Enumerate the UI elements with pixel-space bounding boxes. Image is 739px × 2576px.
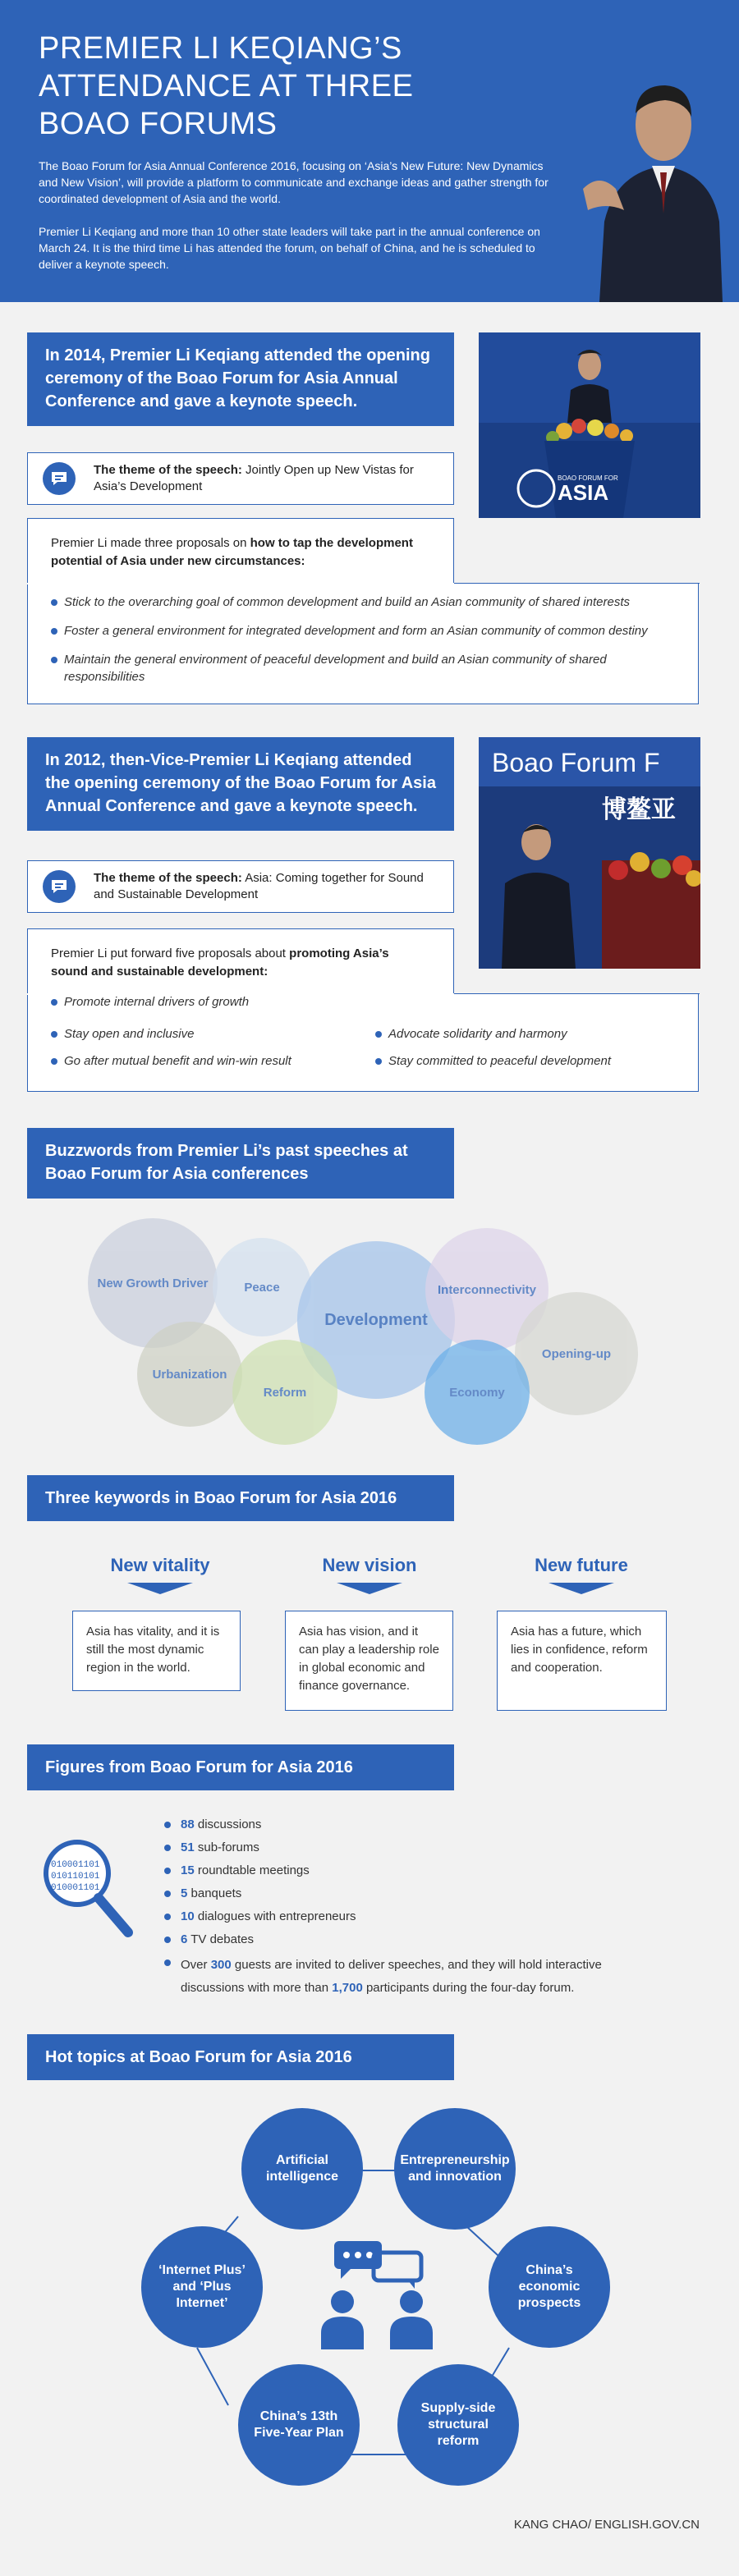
figure-item-participants	[164, 1954, 665, 2000]
buzzword-bubble-opening-up: Opening-up	[515, 1292, 638, 1415]
buzzword-bubble-new-growth-driver: New Growth Driver	[88, 1218, 218, 1348]
theme-text-2014	[94, 462, 438, 495]
keyword-arrow-future	[549, 1583, 614, 1594]
magnifier-binary-1: 010001101	[51, 1860, 100, 1870]
figure-number: 15	[181, 1863, 195, 1877]
figure-number: 51	[181, 1840, 195, 1854]
keyword-arrow-vision	[337, 1583, 402, 1594]
figure-number: 300	[210, 1958, 232, 1972]
speech-bubble-icon	[43, 462, 76, 495]
buzzword-bubble-economy: Economy	[425, 1340, 530, 1445]
proposal-lead-2014	[51, 534, 437, 571]
proposal-lead-plain-2014: Premier Li made three proposals on	[51, 536, 250, 550]
figure-label: dialogues with entrepreneurs	[194, 1909, 356, 1923]
figure-label: TV debates	[187, 1932, 254, 1946]
figure-item	[164, 1862, 310, 1880]
figure-label: Over	[181, 1958, 211, 1972]
figure-number: 10	[181, 1909, 195, 1923]
theme-text-2012	[94, 870, 438, 903]
proposal-2012-item-3: Advocate solidarity and harmony	[375, 1025, 687, 1043]
figure-label: guests are invited to deliver speeches, and they will hold interactive discussions with more than	[181, 1958, 602, 1995]
credit-line: KANG CHAO/ ENGLISH.GOV.CN	[513, 2518, 700, 2532]
figure-label: discussions	[194, 1817, 262, 1831]
photo-2012-banner: Boao Forum F	[492, 748, 660, 777]
hot-topic-supply-side-reform: Supply-side structural reform	[397, 2364, 519, 2486]
proposal-lead-bold-2014: how to tap the development potential of Asia under new circumstances:	[51, 536, 413, 568]
proposal-divider-2012	[453, 993, 700, 994]
buzzwords-title: Buzzwords from Premier Li’s past speeches at Boao Forum for Asia conferences	[27, 1128, 454, 1199]
speech-bubble-icon	[43, 870, 76, 903]
section-2014-title: In 2014, Premier Li Keqiang attended the opening ceremony of the Boao Forum for Asia Annual Conference and gave a keynote speech.	[27, 332, 454, 426]
proposal-2014-item-3: Maintain the general environment of peaceful development and build an Asian community of shared responsibilities	[51, 651, 617, 685]
intro-paragraph-2: Premier Li Keqiang and more than 10 other state leaders will take part in the annual conference on March 24. It is the third time Li has attended the forum, on behalf of China, and he is scheduled to deliver a keynote speech.	[39, 225, 540, 271]
hot-topic-five-year-plan: China’s 13th Five-Year Plan	[238, 2364, 360, 2486]
keyword-text-vitality: Asia has vitality, and it is still the most dynamic region in the world.	[72, 1611, 241, 1691]
figure-label: roundtable meetings	[194, 1863, 310, 1877]
proposal-divider-2014	[453, 583, 700, 584]
proposal-join-2014	[27, 583, 454, 584]
keyword-text-vision: Asia has vision, and it can play a leadership role in global economic and finance governance.	[285, 1611, 453, 1711]
buzzword-bubble-interconnectivity: Interconnectivity	[425, 1228, 549, 1351]
section-2012-title: In 2012, then-Vice-Premier Li Keqiang attended the opening ceremony of the Boao Forum for Asia Annual Conference and gave a keynote speech.	[27, 737, 454, 831]
theme-box-2014	[27, 452, 454, 505]
proposal-2012-item-1: Promote internal drivers of growth	[51, 993, 379, 1011]
theme-value-2014: Jointly Open up New Vistas for Asia’s Development	[94, 463, 414, 493]
figure-label: participants during the four-day forum.	[362, 1981, 575, 1995]
photo-2012-speech	[479, 737, 700, 969]
header-banner	[0, 0, 739, 302]
intro-text	[39, 158, 564, 289]
theme-label-2014: The theme of the speech:	[94, 463, 242, 477]
keyword-arrow-vitality	[127, 1583, 193, 1594]
magnifier-icon	[39, 1836, 138, 1947]
keyword-title-vitality: New vitality	[110, 1555, 210, 1575]
keywords-title: Three keywords in Boao Forum for Asia 2016	[27, 1475, 454, 1521]
figure-item	[164, 1885, 241, 1903]
figure-item	[164, 1839, 259, 1857]
figure-item	[164, 1931, 254, 1949]
figure-number: 5	[181, 1886, 188, 1900]
hot-topic-internet-plus: ‘Internet Plus’ and ‘Plus Internet’	[141, 2226, 263, 2348]
figures-title: Figures from Boao Forum for Asia 2016	[27, 1744, 454, 1790]
hot-topic-artificial-intelligence: Artificial intelligence	[241, 2108, 363, 2230]
buzzword-bubble-development: Development	[297, 1241, 455, 1399]
buzzword-bubble-reform: Reform	[232, 1340, 337, 1445]
proposal-2014-item-2: Foster a general environment for integrated development and form an Asian community of common destiny	[51, 622, 691, 639]
figure-number: 1,700	[332, 1981, 363, 1995]
figure-label: banquets	[187, 1886, 242, 1900]
proposal-lead-2012	[51, 945, 396, 981]
hot-topic-entrepreneurship: Entrepreneurship and innovation	[394, 2108, 516, 2230]
hot-topics-title: Hot topics at Boao Forum for Asia 2016	[27, 2034, 454, 2080]
theme-value-2012: Asia: Coming together for Sound and Sustainable Development	[94, 871, 424, 901]
photo-2014-logo-small: BOAO FORUM FOR	[558, 474, 618, 482]
premier-portrait	[583, 66, 723, 302]
magnifier-binary-3: 010001101	[51, 1883, 100, 1893]
theme-label-2012: The theme of the speech:	[94, 871, 242, 885]
buzzword-bubble-peace: Peace	[213, 1238, 311, 1336]
proposal-lead-plain-2012: Premier Li put forward five proposals about	[51, 947, 290, 960]
theme-box-2012	[27, 860, 454, 913]
photo-2012-chinese: 博鳌亚	[602, 795, 676, 824]
figure-number: 88	[181, 1817, 195, 1831]
figure-item	[164, 1908, 356, 1926]
discussion-people-icon	[316, 2241, 441, 2349]
photo-2014-logo-big: ASIA	[558, 480, 609, 505]
page-title: PREMIER LI KEQIANG’S ATTENDANCE AT THREE BOAO FORUMS	[39, 31, 414, 141]
proposal-lead-bold-2012: promoting Asia’s sound and sustainable development:	[51, 947, 389, 979]
photo-2014-speech	[479, 332, 700, 518]
proposal-2012-item-4: Go after mutual benefit and win-win result	[51, 1052, 363, 1070]
keyword-title-vision: New vision	[322, 1555, 417, 1575]
keyword-text-future: Asia has a future, which lies in confidence, reform and cooperation.	[497, 1611, 667, 1711]
magnifier-binary-2: 010110101	[51, 1872, 100, 1882]
intro-paragraph-1: The Boao Forum for Asia Annual Conference 2016, focusing on ‘Asia’s New Future: New Dynamics and New Vision’, will provide a platform to communicate and exchange ideas and gather strength for coordinated development of Asia and the world.	[39, 159, 549, 205]
hot-topic-economic-prospects: China’s economic prospects	[489, 2226, 610, 2348]
proposal-2012-item-5: Stay committed to peaceful development	[375, 1052, 687, 1070]
figure-label: sub-forums	[194, 1840, 259, 1854]
proposal-2014-item-1: Stick to the overarching goal of common development and build an Asian community of shared interests	[51, 594, 691, 611]
figure-number: 6	[181, 1932, 188, 1946]
figure-item	[164, 1816, 261, 1834]
keyword-title-future: New future	[535, 1555, 628, 1575]
proposal-2012-item-2: Stay open and inclusive	[51, 1025, 363, 1043]
buzzword-bubble-urbanization: Urbanization	[137, 1322, 242, 1427]
